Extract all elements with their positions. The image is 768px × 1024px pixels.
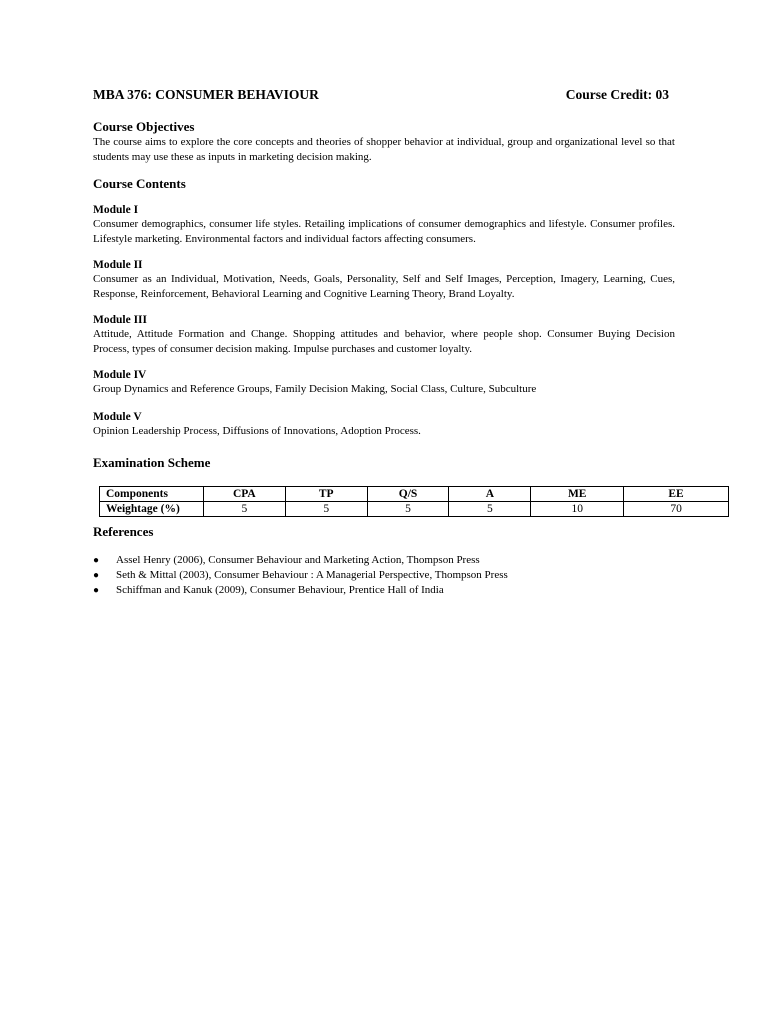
references-list [93, 553, 675, 598]
module-3-text: Attitude, Attitude Formation and Change. Shopping attitudes and behavior, where people shop. Consumer Buying Decision Process, types of consumer decision making. Impulse purchases and customer loyalty. [93, 328, 675, 355]
exam-cell-ee: 70 [624, 502, 729, 517]
module-4-text: Group Dynamics and Reference Groups, Family Decision Making, Social Class, Culture, Subculture [93, 383, 537, 395]
exam-table [99, 486, 729, 517]
list-item [93, 583, 675, 598]
exam-cell-me: 10 [531, 502, 624, 517]
bullet-icon: ● [93, 570, 100, 581]
title-row [93, 86, 669, 104]
exam-cell-cpa: 5 [203, 502, 285, 517]
module-5-title: Module V [93, 410, 142, 423]
exam-weightage-row [100, 502, 729, 517]
exam-col-cpa: CPA [203, 487, 285, 502]
references-heading: References [93, 524, 154, 539]
exam-heading: Examination Scheme [93, 455, 211, 470]
module-1-text: Consumer demographics, consumer life styles. Retailing implications of consumer demographics and lifestyle. Consumer profiles. Lifestyle marketing. Environmental factors and individual factors affecting consumers. [93, 218, 675, 245]
module-5-text: Opinion Leadership Process, Diffusions of Innovations, Adoption Process. [93, 424, 421, 437]
exam-col-me: ME [531, 487, 624, 502]
module-2-title: Module II [93, 259, 143, 271]
exam-cell-qs: 5 [367, 502, 449, 517]
exam-col-components: Components [100, 487, 204, 502]
exam-row-label: Weightage (%) [100, 502, 204, 517]
document-page [93, 86, 684, 598]
list-item [93, 568, 675, 583]
course-credit: Course Credit: 03 [565, 87, 669, 102]
reference-text: Seth & Mittal (2003), Consumer Behaviour : A Managerial Perspective, Thompson Press [116, 569, 508, 581]
reference-text: Schiffman and Kanuk (2009), Consumer Behaviour, Prentice Hall of India [116, 584, 444, 596]
objectives-heading: Course Objectives [93, 119, 195, 134]
bullet-icon: ● [93, 555, 100, 566]
exam-col-a: A [449, 487, 531, 502]
reference-text: Assel Henry (2006), Consumer Behaviour and Marketing Action, Thompson Press [116, 554, 480, 566]
objectives-text: The course aims to explore the core concepts and theories of shopper behavior at individual, group and organizational level so that students may use these as inputs in marketing decision making. [93, 136, 675, 163]
exam-cell-tp: 5 [285, 502, 367, 517]
exam-col-ee: EE [624, 487, 729, 502]
bullet-icon: ● [93, 585, 100, 596]
contents-heading: Course Contents [93, 176, 186, 191]
module-2-text: Consumer as an Individual, Motivation, Needs, Goals, Personality, Self and Self Images, Perception, Imagery, Learning, Cues, Response, Reinforcement, Behavioral Learning and Cognitive Learning Theory, Brand Loyalty. [93, 273, 675, 300]
module-3-title: Module III [93, 314, 147, 326]
list-item [93, 553, 675, 568]
exam-col-tp: TP [285, 487, 367, 502]
course-title: MBA 376: CONSUMER BEHAVIOUR [93, 87, 319, 102]
exam-col-qs: Q/S [367, 487, 449, 502]
exam-header-row [100, 487, 729, 502]
module-4-title: Module IV [93, 369, 147, 381]
exam-table-wrapper [93, 471, 684, 523]
exam-cell-a: 5 [449, 502, 531, 517]
module-1-title: Module I [93, 204, 139, 216]
